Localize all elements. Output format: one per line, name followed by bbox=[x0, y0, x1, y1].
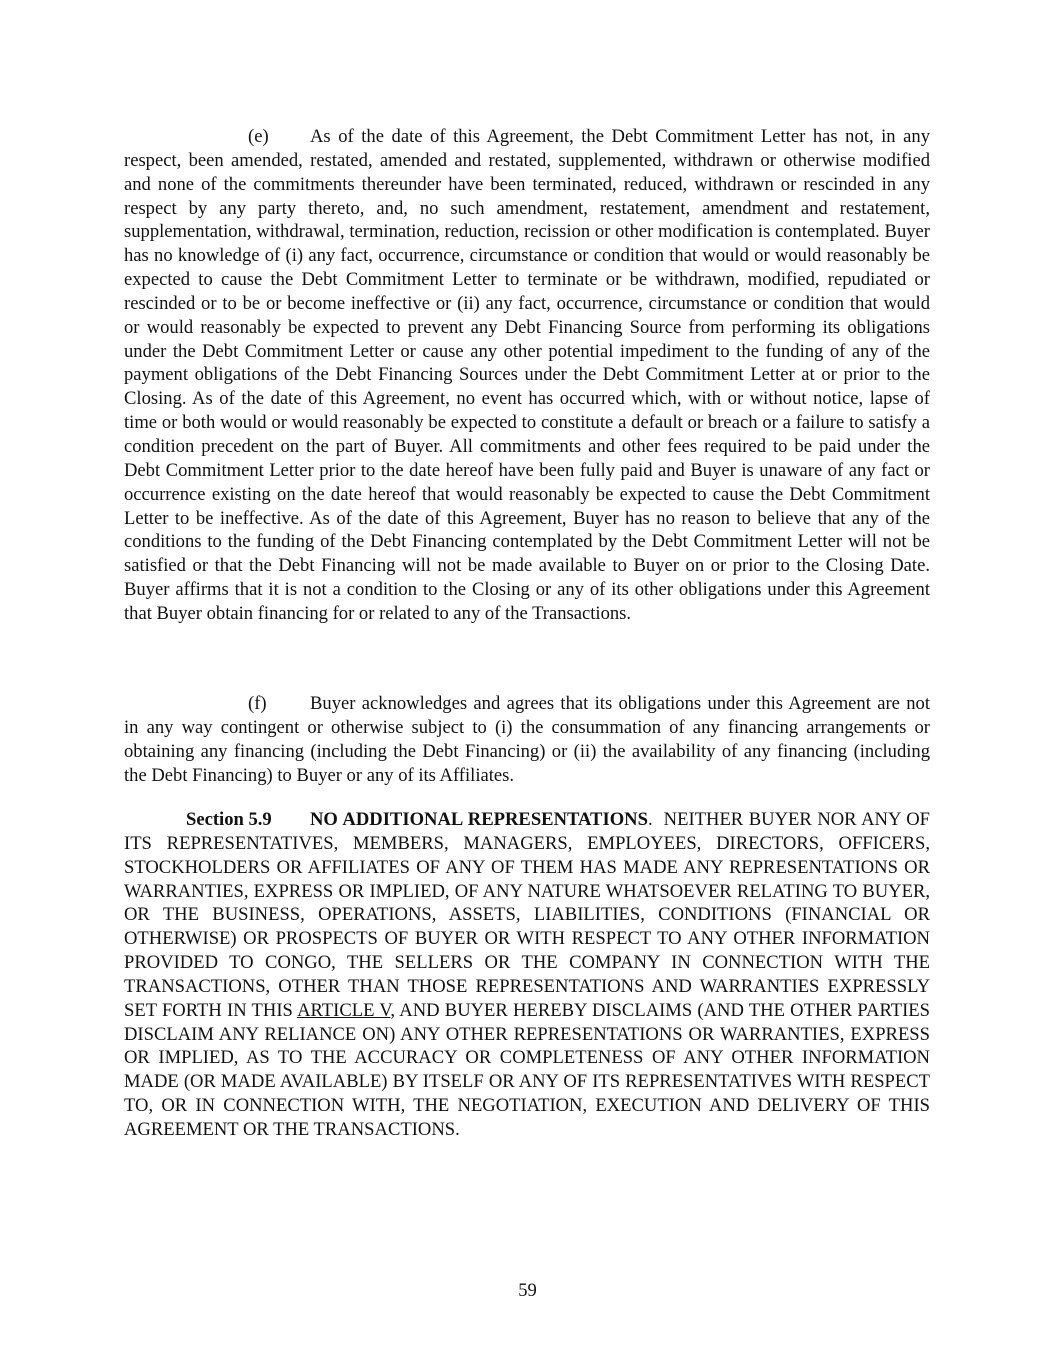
paragraph-e-text: As of the date of this Agreement, the Debt Commitment Letter has not, in any respect, been amended, restated, amended and restated, supplemented, withdrawn or otherwise modified and none of the commitments thereunder have been terminated, reduced, withdrawn or rescinded in any respect by any party thereto, and, no such amendment, restatement, amendment and restatement, supplementation, withdrawal, termination, reduction, recission or other modification is contemplated. Buyer has no knowledge of (i) any fact, occurrence, circumstance or condition that would or would reasonably be expected to cause the Debt Commitment Letter to terminate or be withdrawn, modified, repudiated or rescinded or to be or become ineffective or (ii) any fact, occurrence, circumstance or condition that would or would reasonably be expected to prevent any Debt Financing Source from performing its obligations under the Debt Commitment Letter or cause any other potential impediment to the funding of any of the payment obligations of the Debt Financing Sources under the Debt Commitment Letter at or prior to the Closing. As of the date of this Agreement, no event has occurred which, with or without notice, lapse of time or both would or would reasonably be expected to constitute a default or breach or a failure to satisfy a condition precedent on the part of Buyer. All commitments and other fees required to be paid under the Debt Commitment Letter prior to the date hereof have been fully paid and Buyer is unaware of any fact or occurrence existing on the date hereof that would reasonably be expected to cause the Debt Commitment Letter to be ineffective. As of the date of this Agreement, Buyer has no reason to believe that any of the conditions to the funding of the Debt Financing contemplated by the Debt Commitment Letter will not be satisfied or that the Debt Financing will not be made available to Buyer on or prior to the Closing Date. Buyer affirms that it is not a condition to the Closing or any of its other obligations under this Agreement that Buyer obtain financing for or related to any of the Transactions. bbox=[124, 126, 930, 624]
paragraph-f bbox=[124, 692, 930, 787]
section-5-9 bbox=[124, 808, 935, 1142]
paragraph-e bbox=[124, 125, 930, 626]
section-title: NO ADDITIONAL REPRESENTATIONS bbox=[310, 809, 648, 830]
section-title-punct: . bbox=[647, 809, 653, 830]
paragraph-f-label: (f) bbox=[248, 693, 267, 714]
paragraph-f-text: Buyer acknowledges and agrees that its obligations under this Agreement are not in any way contingent or otherwise subject to (i) the consummation of any financing arrangements or obtaining any financing (including the Debt Financing) or (ii) the availability of any financing (including the Debt Financing) to Buyer or any of its Affiliates. bbox=[124, 693, 930, 786]
paragraph-e-label: (e) bbox=[248, 126, 269, 147]
section-text-before-ref: NEITHER BUYER NOR ANY OF ITS REPRESENTATIVES, MEMBERS, MANAGERS, EMPLOYEES, DIRECTORS, OFFICERS, STOCKHOLDERS OR AFFILIATES OF ANY OF THEM HAS MADE ANY REPRESENTATIONS OR WARRANTIES, EXPRESS OR IMPLIED, OF ANY NATURE WHATSOEVER RELATING TO BUYER, OR THE BUSINESS, OPERATIONS, ASSETS, LIABILITIES, CONDITIONS (FINANCIAL OR OTHERWISE) OR PROSPECTS OF BUYER OR WITH RESPECT TO ANY OTHER INFORMATION PROVIDED TO CONGO, THE SELLERS OR THE COMPANY IN CONNECTION WITH THE TRANSACTIONS, OTHER THAN THOSE REPRESENTATIONS AND WARRANTIES EXPRESSLY SET FORTH IN THIS bbox=[124, 809, 935, 1021]
page-number: 59 bbox=[518, 1280, 537, 1301]
section-text-after-ref: , AND BUYER HEREBY DISCLAIMS (AND THE OTHER PARTIES DISCLAIM ANY RELIANCE ON) ANY OTHER REPRESENTATIONS OR WARRANTIES, EXPRESS OR IMPLIED, AS TO THE ACCURACY OR COMPLETENESS OF ANY OTHER INFORMATION MADE (OR MADE AVAILABLE) BY ITSELF OR ANY OF ITS REPRESENTATIVES WITH RESPECT TO, OR IN CONNECTION WITH, THE NEGOTIATION, EXECUTION AND DELIVERY OF THIS AGREEMENT OR THE TRANSACTIONS. bbox=[124, 999, 930, 1140]
article-reference: ARTICLE V bbox=[297, 999, 391, 1021]
section-number: Section 5.9 bbox=[186, 809, 272, 830]
